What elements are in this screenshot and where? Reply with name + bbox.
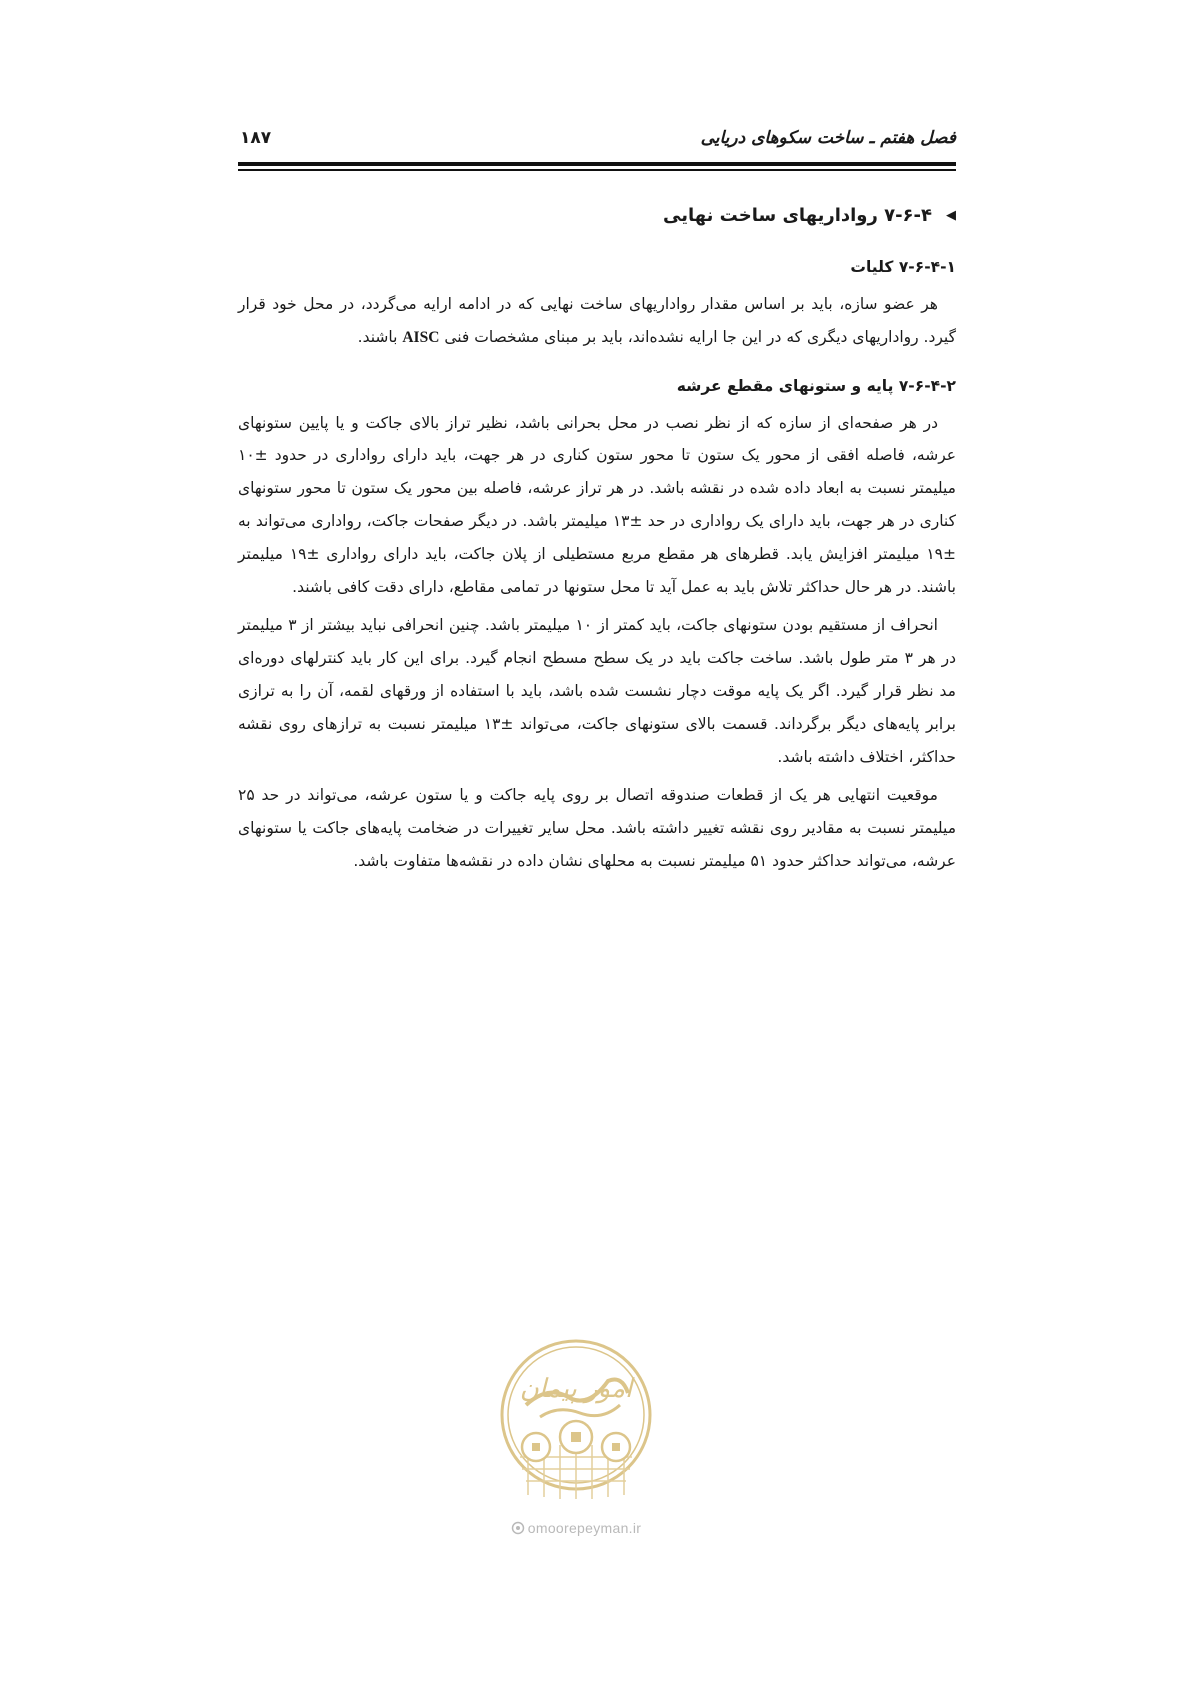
- subsection-heading: ۷-۶-۴-۱ کلیات: [850, 258, 956, 276]
- header-rule-thin: [238, 169, 956, 171]
- page-number: ۱۸۷: [240, 128, 272, 148]
- section-heading: [238, 198, 956, 234]
- swirl-icon: [511, 1521, 525, 1538]
- subsection-heading: ۷-۶-۴-۲ پایه و ستونهای مقطع عرشه: [676, 376, 956, 395]
- paragraph: انحراف از مستقیم بودن ستونهای جاکت، باید کمتر از ۱۰ میلیمتر باشد. چنین انحرافی نباید بیشتر از ۳ میلیمتر در هر ۳ متر طول باشد. ساخت جاکت باید در یک سطح مسطح انجام گیرد. برای این کار باید کنترلهای دوره‌ای مد نظر قرار گیرد. اگر یک پایه موقت دچار نشست شده باشد، باید با استفاده از ورقهای لقمه، آن را به ترازی برابر پایه‌های دیگر برگرداند. قسمت بالای ستونهای جاکت، می‌تواند ±۱۳ میلیمتر نسبت به ترازهای روی نقشه حداکثر، اختلاف داشته باشد.: [238, 616, 956, 766]
- paragraph: موقعیت انتهایی هر یک از قطعات صندوقه اتصال بر روی پایه جاکت و یا ستون عرشه، می‌تواند در حد ۲۵ میلیمتر نسبت به مقادیر روی نقشه تغییر داشته باشد. محل سایر تغییرات در ضخامت پایه‌های جاکت یا ستونهای عرشه، می‌تواند حداکثر حدود ۵۱ میلیمتر نسبت به محلهای نشان داده در نقشه‌ها متفاوت باشد.: [238, 786, 956, 870]
- triangle-left-icon: ◀: [946, 208, 956, 223]
- paragraph: هر عضو سازه، باید بر اساس مقدار رواداریهای ساخت نهایی که در ادامه ارایه می‌گردد، در محل خود قرار گیرد. رواداریهای دیگری که در این جا ارایه نشده‌اند، باید بر مبنای مشخصات فنی AISC باشند.: [238, 295, 956, 346]
- page-header: [238, 118, 956, 158]
- page-body: [238, 190, 956, 878]
- omoorepeyman-seal-icon: [488, 1335, 664, 1505]
- standard-name: AISC: [402, 328, 440, 346]
- section-title: ۷-۶-۴ رواداریهای ساخت نهایی: [663, 205, 932, 226]
- watermark-caption: omoorepeyman.ir: [484, 1520, 668, 1538]
- paragraph: در هر صفحه‌ای از سازه که از نظر نصب در محل بحرانی باشد، نظیر تراز بالای جاکت و یا پایین ستونهای عرشه، فاصله افقی از محور یک ستون تا محور ستون کناری در هر جهت، باید دارای رواداری در حدود ±۱۰ میلیمتر نسبت به ابعاد داده شده در نقشه باشد. در هر تراز عرشه، فاصله بین محور یک ستون تا محور ستونهای کناری در هر جهت، باید دارای یک رواداری در حد ±۱۳ میلیمتر باشد. در دیگر صفحات جاکت، رواداری می‌تواند به ±۱۹ میلیمتر افزایش یابد. قطرهای هر مقطع مربع مستطیلی از پلان جاکت، باید دارای رواداری ±۱۹ میلیمتر باشند. در هر حال حداکثر تلاش باید به عمل آید تا محل ستونها در تمامی مقاطع، دارای دقت کافی باشند.: [238, 413, 957, 596]
- logo-text: امور پیمان: [519, 1374, 633, 1404]
- header-rule-thick: [238, 162, 956, 166]
- chapter-title: فصل هفتم ـ ساخت سکوهای دریایی: [700, 128, 956, 148]
